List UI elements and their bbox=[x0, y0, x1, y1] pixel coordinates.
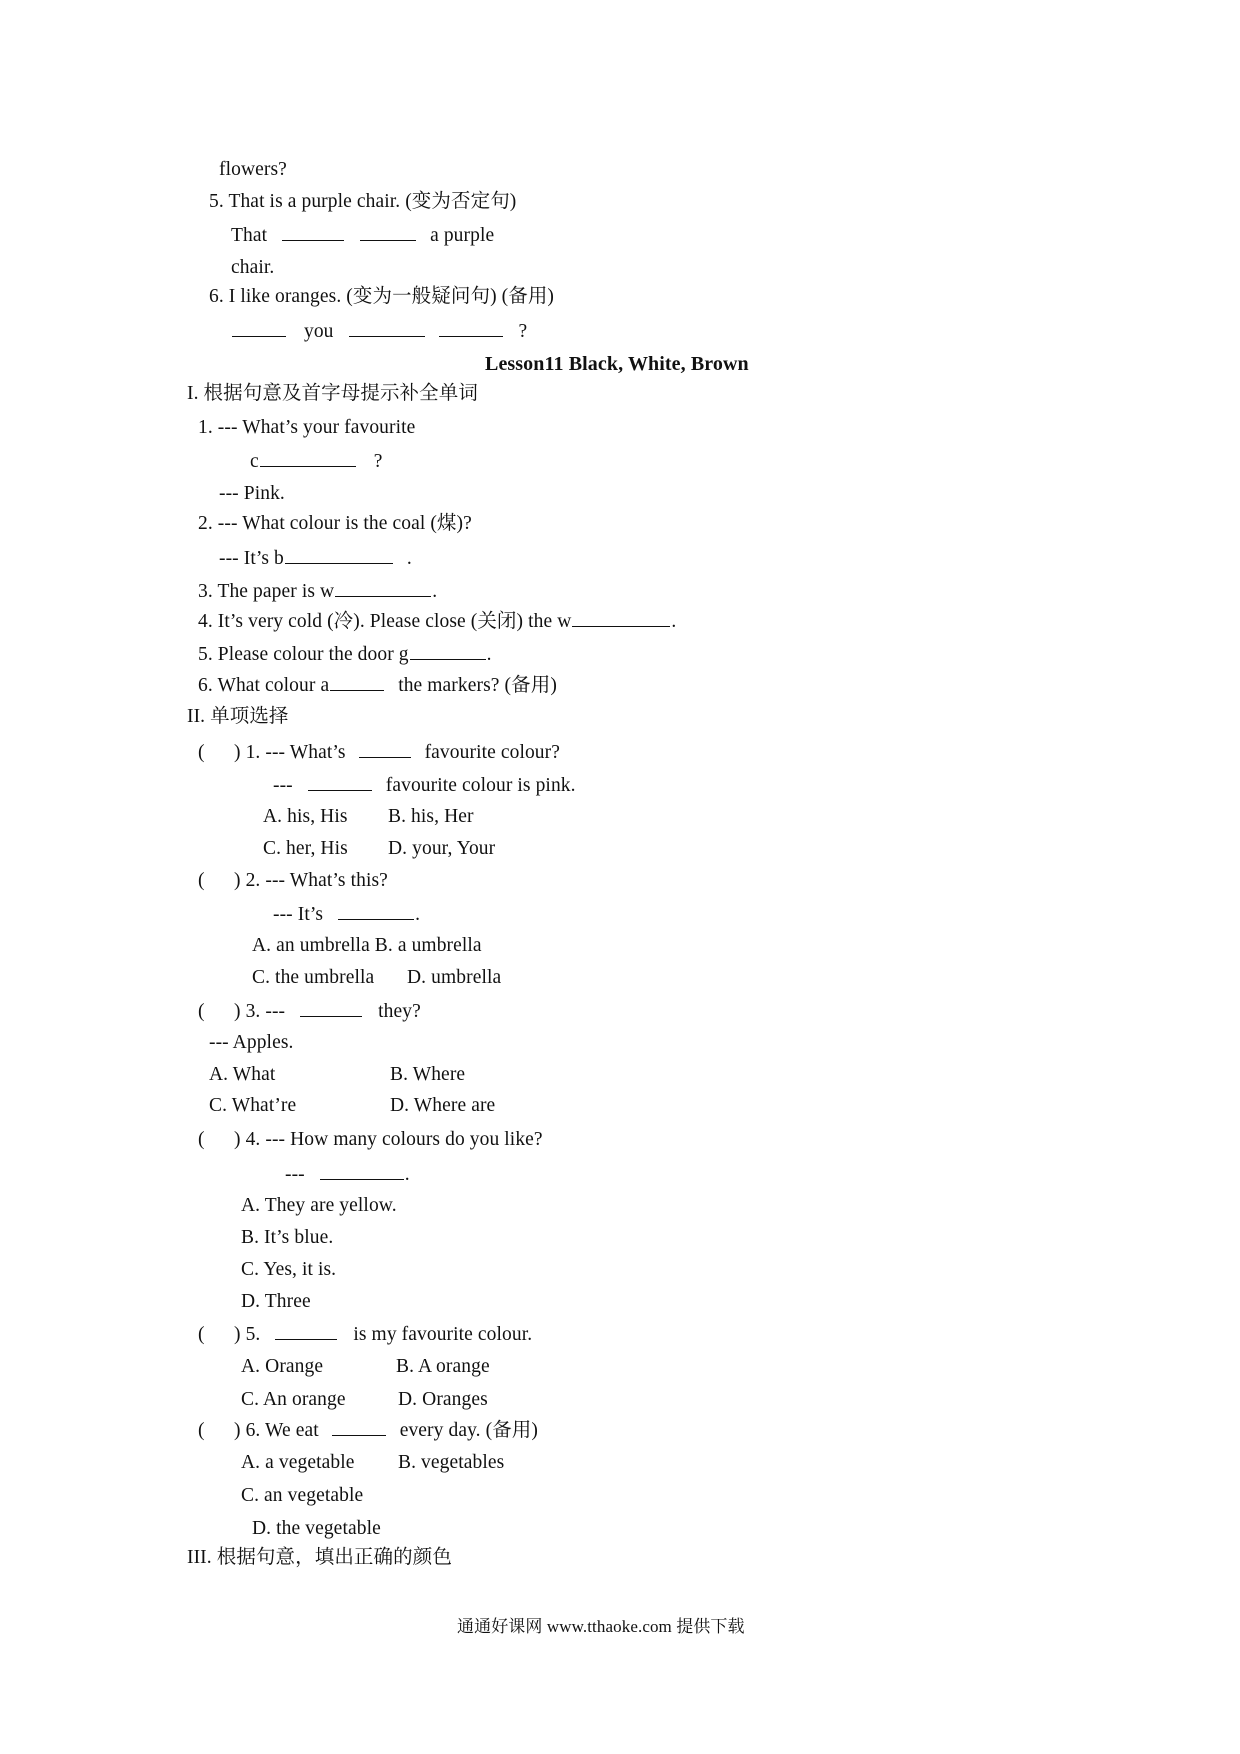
answer-blank[interactable] bbox=[439, 319, 503, 337]
question-text: favourite colour is pink. bbox=[385, 775, 576, 796]
answer-blank[interactable] bbox=[338, 902, 414, 920]
answer-paren[interactable]: ( bbox=[198, 742, 205, 763]
punctuation: . bbox=[406, 548, 412, 569]
section-3-heading: III. 根据句意，填出正确的颜色 bbox=[187, 1547, 452, 1568]
s1-question-6 bbox=[198, 673, 557, 698]
s1-question-2: 2. --- What colour is the coal (煤)? bbox=[198, 513, 472, 534]
answer-paren[interactable]: ( bbox=[198, 1001, 205, 1022]
s2-q6-option-a[interactable]: A. a vegetable bbox=[241, 1452, 355, 1473]
answer-word: you bbox=[303, 321, 334, 342]
answer-word: ? bbox=[518, 321, 528, 342]
question-text: 5. Please colour the door g bbox=[198, 644, 409, 665]
s2-question-4 bbox=[198, 1128, 543, 1152]
question-text: favourite colour? bbox=[424, 742, 561, 763]
s2-q5-option-c[interactable]: C. An orange bbox=[241, 1389, 346, 1410]
answer-blank[interactable] bbox=[300, 999, 362, 1017]
answer-word: a purple bbox=[430, 225, 495, 246]
s2-q2-option-d[interactable]: D. umbrella bbox=[407, 967, 502, 988]
s2-q5-option-a[interactable]: A. Orange bbox=[241, 1356, 324, 1377]
punctuation: . bbox=[486, 644, 492, 665]
section-1-heading: I. 根据句意及首字母提示补全单词 bbox=[187, 383, 478, 404]
question-text: 4. It’s very cold (冷). Please close (关闭) the w bbox=[198, 611, 572, 632]
s2-q1-option-c[interactable]: C. her, His bbox=[263, 838, 348, 859]
punctuation: . bbox=[415, 904, 421, 925]
s2-question-2 bbox=[198, 869, 388, 893]
answer-blank[interactable] bbox=[330, 673, 384, 691]
question-text: every day. (备用) bbox=[399, 1420, 538, 1441]
s2-q6-option-d[interactable]: D. the vegetable bbox=[252, 1518, 381, 1539]
s1-question-1: 1. --- What’s your favourite bbox=[198, 417, 416, 438]
s2-question-4-reply bbox=[285, 1162, 410, 1187]
question-text: ) 2. --- What’s this? bbox=[234, 870, 388, 891]
s2-question-6 bbox=[198, 1418, 538, 1443]
s2-q3-option-c[interactable]: C. What’re bbox=[209, 1095, 297, 1116]
s2-question-2-reply bbox=[273, 902, 420, 927]
punctuation: . bbox=[404, 1164, 410, 1185]
answer-prefix: --- It’s bbox=[273, 904, 324, 925]
answer-blank[interactable] bbox=[360, 223, 416, 241]
question-text: the markers? (备用) bbox=[398, 675, 557, 696]
page-footer: 通通好课网 www.tthaoke.com 提供下载 bbox=[457, 1617, 745, 1636]
answer-blank[interactable] bbox=[308, 773, 372, 791]
question-text: 6. What colour a bbox=[198, 675, 330, 696]
hint-letter: c bbox=[250, 451, 259, 472]
s2-q1-option-d[interactable]: D. your, Your bbox=[388, 838, 496, 859]
s2-q2-option-ab[interactable]: A. an umbrella B. a umbrella bbox=[252, 935, 482, 956]
s2-q6-option-b[interactable]: B. vegetables bbox=[398, 1452, 505, 1473]
s2-q3-option-d[interactable]: D. Where are bbox=[390, 1095, 496, 1116]
question-text: ) 3. --- bbox=[234, 1001, 286, 1022]
section-2-heading: II. 单项选择 bbox=[187, 706, 289, 727]
s2-q4-option-a[interactable]: A. They are yellow. bbox=[241, 1195, 397, 1216]
s2-question-1-reply bbox=[273, 773, 576, 798]
punctuation: . bbox=[432, 581, 438, 602]
answer-blank[interactable] bbox=[335, 579, 431, 597]
s2-q1-option-b[interactable]: B. his, Her bbox=[388, 806, 474, 827]
s2-question-1 bbox=[198, 740, 560, 765]
dash: --- bbox=[285, 1164, 305, 1185]
s2-q1-option-a[interactable]: A. his, His bbox=[263, 806, 348, 827]
s2-q4-option-b[interactable]: B. It’s blue. bbox=[241, 1227, 334, 1248]
question-text: ) 6. We eat bbox=[234, 1420, 319, 1441]
prev-question-5-answer bbox=[231, 223, 494, 248]
s2-question-3-reply: --- Apples. bbox=[209, 1032, 294, 1053]
s2-q2-option-c[interactable]: C. the umbrella bbox=[252, 967, 375, 988]
s1-question-3 bbox=[198, 579, 437, 604]
punctuation: . bbox=[671, 611, 677, 632]
question-text: ) 1. --- What’s bbox=[234, 742, 346, 763]
s1-question-5 bbox=[198, 642, 492, 667]
answer-blank[interactable] bbox=[320, 1162, 404, 1180]
answer-paren[interactable]: ( bbox=[198, 870, 205, 891]
question-text: ) 5. bbox=[234, 1324, 261, 1345]
answer-blank[interactable] bbox=[282, 223, 344, 241]
s1-question-4 bbox=[198, 609, 676, 634]
dash: --- bbox=[273, 775, 293, 796]
question-text: ) 4. --- How many colours do you like? bbox=[234, 1129, 543, 1150]
prev-question-5-answer-end: chair. bbox=[231, 257, 275, 278]
s1-question-1-reply: --- Pink. bbox=[219, 483, 285, 504]
answer-paren[interactable]: ( bbox=[198, 1129, 205, 1150]
answer-blank[interactable] bbox=[275, 1322, 337, 1340]
s2-q6-option-c[interactable]: C. an vegetable bbox=[241, 1485, 364, 1506]
prev-question-6: 6. I like oranges. (变为一般疑问句) (备用) bbox=[209, 286, 555, 307]
answer-paren[interactable]: ( bbox=[198, 1420, 205, 1441]
answer-blank[interactable] bbox=[285, 546, 393, 564]
answer-word: That bbox=[231, 225, 268, 246]
answer-blank[interactable] bbox=[349, 319, 425, 337]
s1-question-2-answer bbox=[219, 546, 412, 571]
prev-question-5: 5. That is a purple chair. (变为否定句) bbox=[209, 191, 517, 212]
answer-blank[interactable] bbox=[359, 740, 411, 758]
s2-q4-option-d[interactable]: D. Three bbox=[241, 1291, 311, 1312]
answer-blank[interactable] bbox=[572, 609, 670, 627]
answer-blank[interactable] bbox=[232, 319, 286, 337]
answer-prefix: --- It’s b bbox=[219, 548, 284, 569]
s1-question-1-answer bbox=[250, 449, 383, 474]
prev-line-flowers: flowers? bbox=[219, 159, 287, 180]
s2-q3-option-a[interactable]: A. What bbox=[209, 1064, 276, 1085]
s2-q5-option-b[interactable]: B. A orange bbox=[396, 1356, 490, 1377]
question-text: is my favourite colour. bbox=[353, 1324, 533, 1345]
prev-question-6-answer bbox=[231, 319, 527, 344]
s2-question-3 bbox=[198, 999, 421, 1024]
s2-q4-option-c[interactable]: C. Yes, it is. bbox=[241, 1259, 337, 1280]
s2-q3-option-b[interactable]: B. Where bbox=[390, 1064, 466, 1085]
answer-blank[interactable] bbox=[410, 642, 486, 660]
question-text: 3. The paper is w bbox=[198, 581, 335, 602]
punctuation: ? bbox=[373, 451, 383, 472]
answer-blank[interactable] bbox=[332, 1418, 386, 1436]
s2-q5-option-d[interactable]: D. Oranges bbox=[398, 1389, 488, 1410]
lesson-title: Lesson11 Black, White, Brown bbox=[485, 353, 749, 375]
s2-question-5 bbox=[198, 1322, 532, 1347]
answer-paren[interactable]: ( bbox=[198, 1324, 205, 1345]
answer-blank[interactable] bbox=[260, 449, 356, 467]
question-text: they? bbox=[378, 1001, 421, 1022]
